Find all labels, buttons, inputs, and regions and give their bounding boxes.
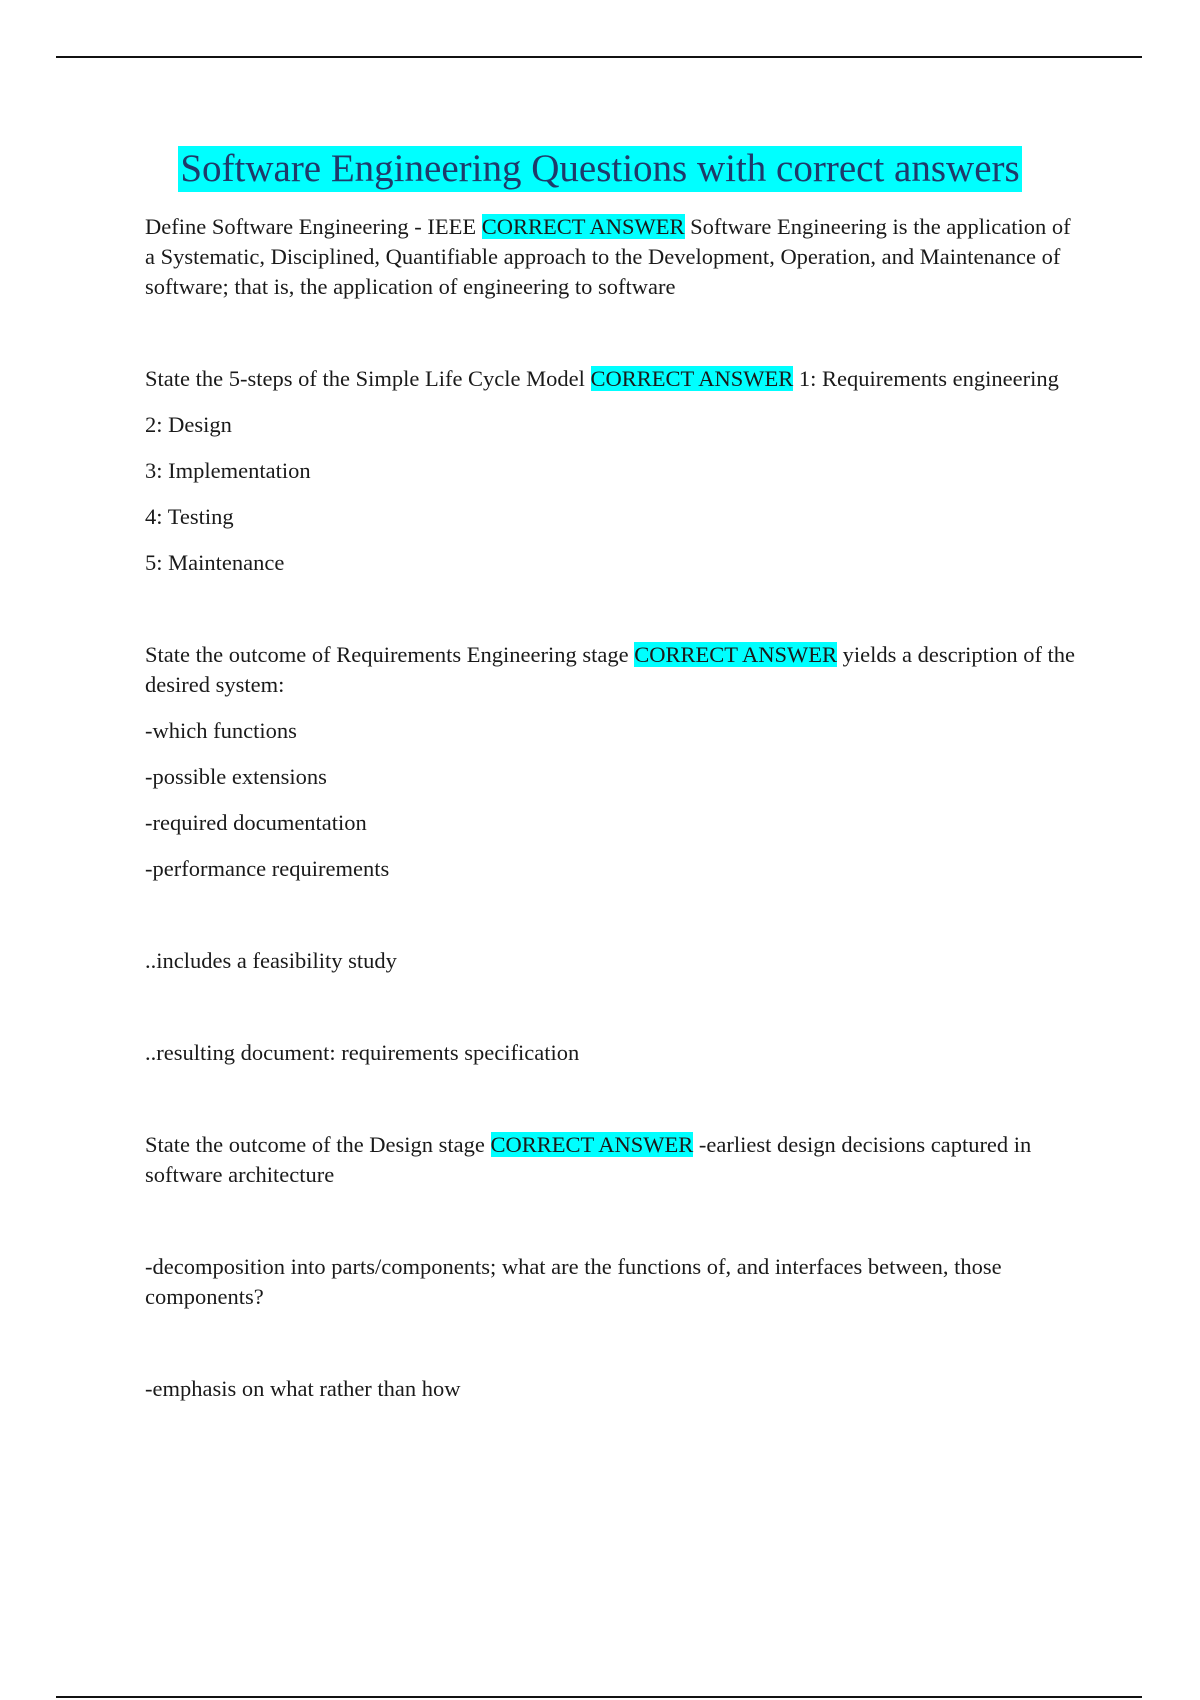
qa-4 [145, 1130, 1085, 1190]
title-wrap [0, 146, 1200, 192]
list-item: 3: Implementation [145, 458, 311, 483]
note-line: -decomposition into parts/components; what are the functions of, and interfaces between, those components? [145, 1254, 1002, 1309]
bottom-rule [56, 1696, 1142, 1698]
qa-2 [145, 364, 1085, 394]
correct-answer-tag: CORRECT ANSWER [634, 642, 837, 667]
answer-text: yields a description of the desired system: [145, 642, 1076, 697]
correct-answer-tag: CORRECT ANSWER [490, 1132, 694, 1157]
question-text: Define Software Engineering - IEEE [145, 214, 477, 239]
list-item: 4: Testing [145, 504, 234, 529]
top-rule [56, 56, 1142, 58]
document-body [145, 212, 1085, 1466]
question-text: State the outcome of Requirements Engineering stage [145, 642, 629, 667]
list-item: -performance requirements [145, 856, 390, 881]
list-item: -possible extensions [145, 764, 327, 789]
qa-1 [145, 212, 1085, 302]
list-item: -which functions [145, 718, 297, 743]
correct-answer-tag: CORRECT ANSWER [481, 214, 685, 239]
question-text: State the 5-steps of the Simple Life Cycle Model [145, 366, 585, 391]
note-line: ..includes a feasibility study [145, 948, 397, 973]
qa-3 [145, 640, 1085, 700]
answer-text: Software Engineering is the application of a Systematic, Disciplined, Quantifiable approach to the Development, Operation, and Maintenance of software; that is, the application of engineering to software [145, 214, 1071, 299]
note-line: -emphasis on what rather than how [145, 1376, 461, 1401]
note-line: ..resulting document: requirements specification [145, 1040, 580, 1065]
answer-text: 1: Requirements engineering [798, 366, 1059, 391]
question-text: State the outcome of the Design stage [145, 1132, 485, 1157]
answer-text: -earliest design decisions captured in software architecture [145, 1132, 1032, 1187]
document-title: Software Engineering Questions with correct answers [180, 147, 1020, 190]
list-item: 2: Design [145, 412, 232, 437]
list-item: -required documentation [145, 810, 367, 835]
correct-answer-tag: CORRECT ANSWER [590, 366, 794, 391]
list-item: 5: Maintenance [145, 550, 285, 575]
